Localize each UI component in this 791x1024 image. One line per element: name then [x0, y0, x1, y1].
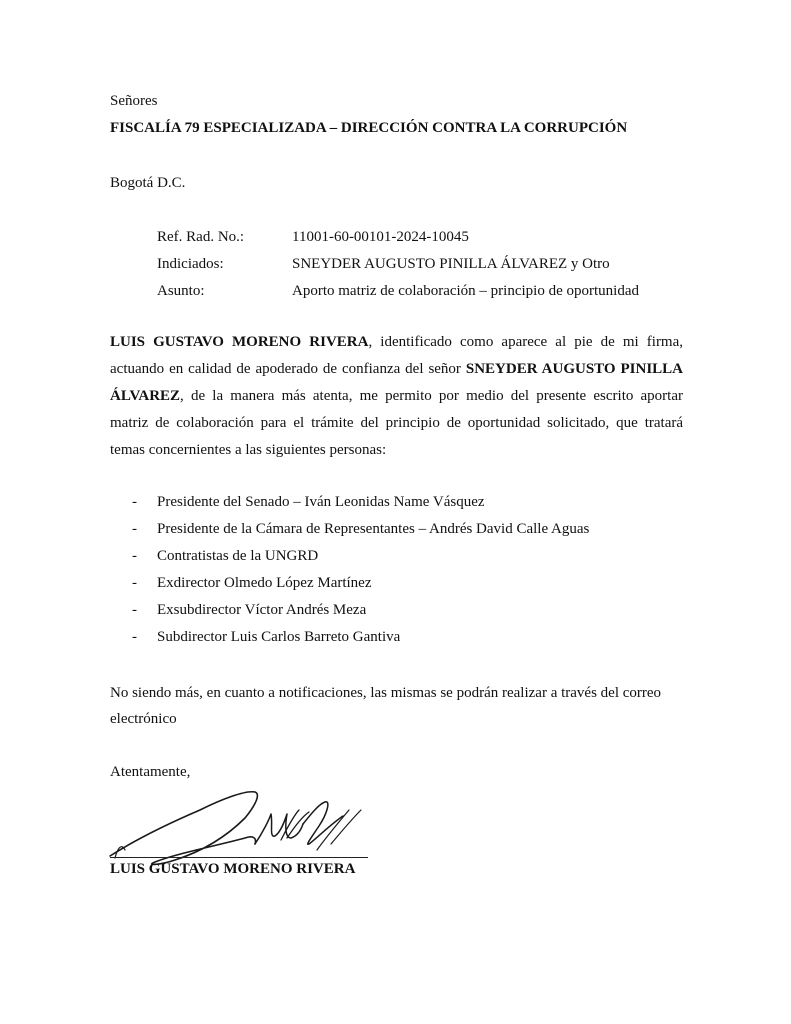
city: Bogotá D.C.: [110, 175, 186, 191]
list-item: Presidente de la Cámara de Representantes – Andrés David Calle Aguas: [157, 521, 590, 537]
bullet-marker: -: [132, 521, 137, 537]
ref-label: Ref. Rad. No.:: [157, 229, 245, 245]
subject-label: Asunto:: [157, 283, 205, 299]
bullet-marker: -: [132, 629, 137, 645]
salutation: Señores: [110, 93, 158, 109]
list-item: Exsubdirector Víctor Andrés Meza: [157, 602, 367, 618]
accused-label: Indiciados:: [157, 256, 224, 272]
body-line-2: actuando en calidad de apoderado de confianza del señor SNEYDER AUGUSTO PINILLA: [110, 361, 684, 377]
ref-value: 11001-60-00101-2024-10045: [292, 229, 469, 245]
bullet-marker: -: [132, 575, 137, 591]
closing: Atentamente,: [110, 764, 191, 780]
body-line-5: temas concernientes a las siguientes personas:: [110, 442, 387, 458]
signer-name: LUIS GUSTAVO MORENO RIVERA: [110, 861, 356, 877]
signature-line: [110, 857, 368, 858]
accused-value: SNEYDER AUGUSTO PINILLA ÁLVAREZ y Otro: [292, 256, 610, 272]
list-item: Contratistas de la UNGRD: [157, 548, 319, 564]
list-item: Exdirector Olmedo López Martínez: [157, 575, 372, 591]
body-line-3: ÁLVAREZ, de la manera más atenta, me permito por medio del presente escrito aportar: [110, 388, 683, 404]
body-line-1: LUIS GUSTAVO MORENO RIVERA, identificado como aparece al pie de mi firma,: [110, 334, 684, 350]
list-item: Presidente del Senado – Iván Leonidas Name Vásquez: [157, 494, 485, 510]
bullet-marker: -: [132, 602, 137, 618]
subject-value: Aporto matriz de colaboración – principio de oportunidad: [292, 283, 639, 299]
list-item: Subdirector Luis Carlos Barreto Gantiva: [157, 629, 401, 645]
bullet-marker: -: [132, 494, 137, 510]
body-line-4: matriz de colaboración para el trámite del principio de oportunidad solicitado, que tratará: [110, 415, 683, 431]
recipient-heading: FISCALÍA 79 ESPECIALIZADA – DIRECCIÓN CONTRA LA CORRUPCIÓN: [110, 120, 628, 136]
notification-line-1: No siendo más, en cuanto a notificaciones, las mismas se podrán realizar a través del correo: [110, 685, 662, 701]
bullet-marker: -: [132, 548, 137, 564]
notification-line-2: electrónico: [110, 711, 177, 727]
